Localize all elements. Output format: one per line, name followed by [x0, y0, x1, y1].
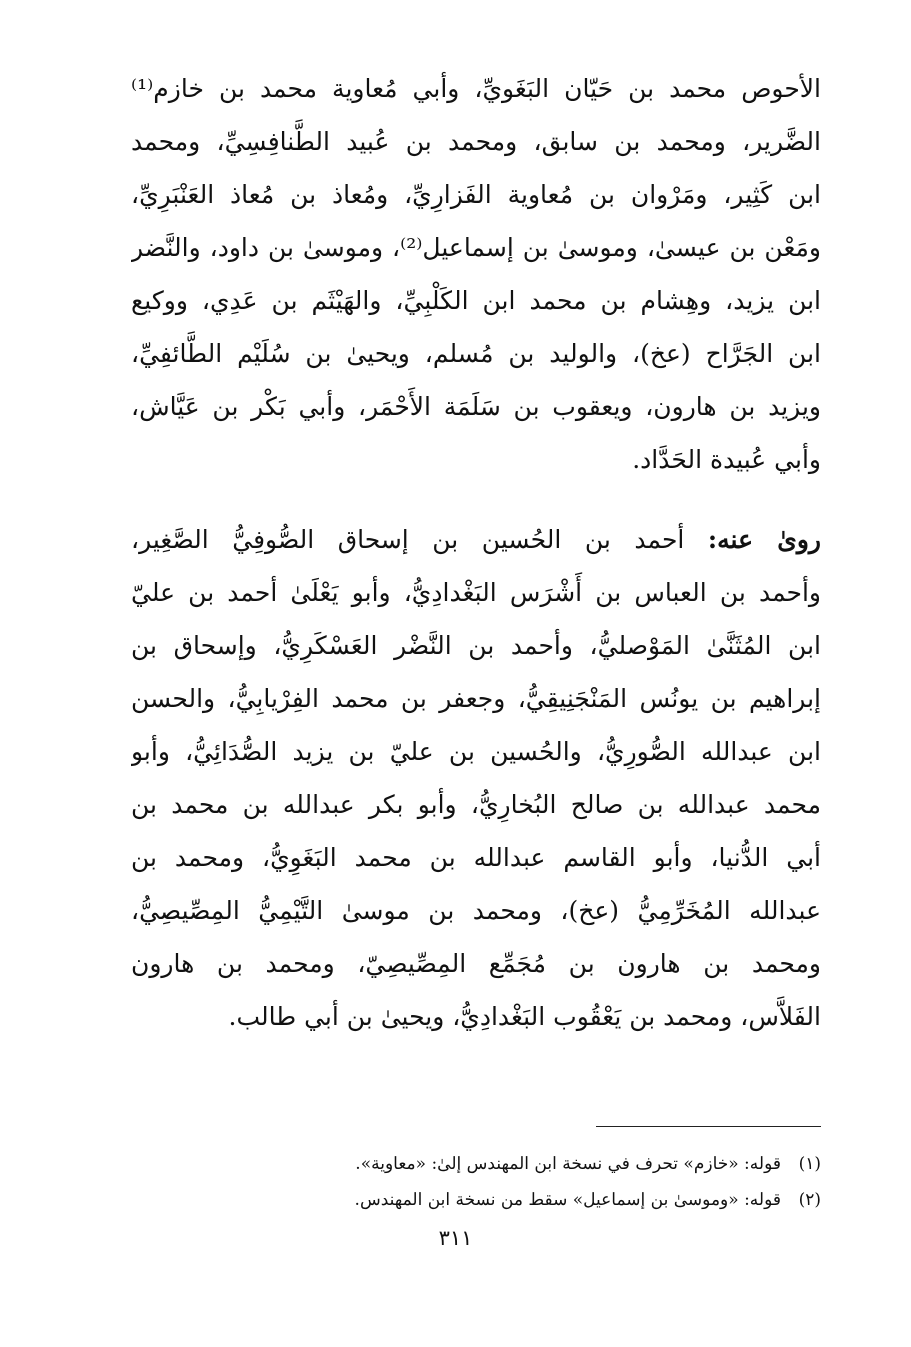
text-line: إبراهيم بن يونُس المَنْجَنِيقِيُّ، وجعفر بن محمد الفِرْيابِيُّ، والحسن [131, 684, 821, 713]
page-number: ٣١١ [438, 1226, 473, 1250]
paragraph-narrated-by [131, 513, 821, 1043]
footnote-number: (٢) [798, 1190, 821, 1210]
text-line: ومحمد بن هارون بن مُجَمِّع المِصِّيصِيّ، ومحمد بن هارون [131, 949, 821, 978]
text-line: ابن عبدالله الصُّورِيُّ، والحُسين بن عليّ بن يزيد الصُّدَائِيُّ، وأبو [131, 737, 821, 766]
footnote-text: قوله: «خازم» تحرف في نسخة ابن المهندس إلىٰ: «معاوية». [355, 1154, 781, 1174]
footnote-separator [596, 1126, 821, 1127]
text-line: محمد عبدالله بن صالح البُخارِيُّ، وأبو بكر عبدالله بن محمد بن [131, 790, 821, 819]
narrated-by-label: روىٰ عنه: [707, 525, 821, 554]
text-line: الضَّرير، ومحمد بن سابق، ومحمد بن عُبيد الطَّنافِسِيِّ، ومحمد [131, 127, 821, 156]
text-line: ويزيد بن هارون، ويعقوب بن سَلَمَة الأَحْمَر، وأبي بَكْر بن عَيَّاش، [131, 392, 821, 421]
footnote-number: (١) [798, 1154, 821, 1174]
paragraph-narrators-from [131, 62, 821, 486]
footnote-text: قوله: «وموسىٰ بن إسماعيل» سقط من نسخة ابن المهندس. [354, 1190, 781, 1210]
text-line: وأبي عُبيدة الحَدَّاد. [632, 445, 821, 474]
text-line: ابن الجَرَّاح (عخ)، والوليد بن مُسلم، ويحيىٰ بن سُلَيْم الطَّائفِيِّ، [131, 339, 821, 368]
text-line: الفَلاَّس، ومحمد بن يَعْقُوب البَغْدادِيُّ، ويحيىٰ بن أبي طالب. [228, 1002, 821, 1031]
text-line: الأحوص محمد بن حَيّان البَغَويِّ، وأبي مُعاوية محمد بن خازم⁽¹⁾ [131, 74, 821, 103]
text-line-rest: أحمد بن الحُسين بن إسحاق الصُّوفِيُّ الصَّغِير، [131, 525, 708, 554]
text-line: ابن يزيد، وهِشام بن محمد ابن الكَلْبِيِّ، والهَيْثَم بن عَدِي، ووكيع [131, 286, 821, 315]
footnotes [131, 1146, 821, 1218]
text-line-with-label [131, 513, 821, 566]
text-line: وأحمد بن العباس بن أَشْرَس البَغْدادِيُّ، وأبو يَعْلَىٰ أحمد بن عليّ [131, 578, 821, 607]
footnote [131, 1146, 821, 1182]
text-line: ومَعْن بن عيسىٰ، وموسىٰ بن إسماعيل⁽²⁾، وموسىٰ بن داود، والنَّضر [131, 233, 821, 262]
footnote [131, 1182, 821, 1218]
text-line: أبي الدُّنيا، وأبو القاسم عبدالله بن محمد البَغَوِيُّ، ومحمد بن [131, 843, 821, 872]
text-line: ابن كَثِير، ومَرْوان بن مُعاوية الفَزارِيِّ، ومُعاذ بن مُعاذ العَنْبَرِيِّ، [131, 180, 821, 209]
text-line: عبدالله المُخَرِّمِيُّ (عخ)، ومحمد بن موسىٰ التَّيْمِيُّ المِصِّيصِيُّ، [131, 896, 821, 925]
text-line: ابن المُثَنَّىٰ المَوْصليُّ، وأحمد بن النَّضْر العَسْكَرِيُّ، وإسحاق بن [131, 631, 821, 660]
